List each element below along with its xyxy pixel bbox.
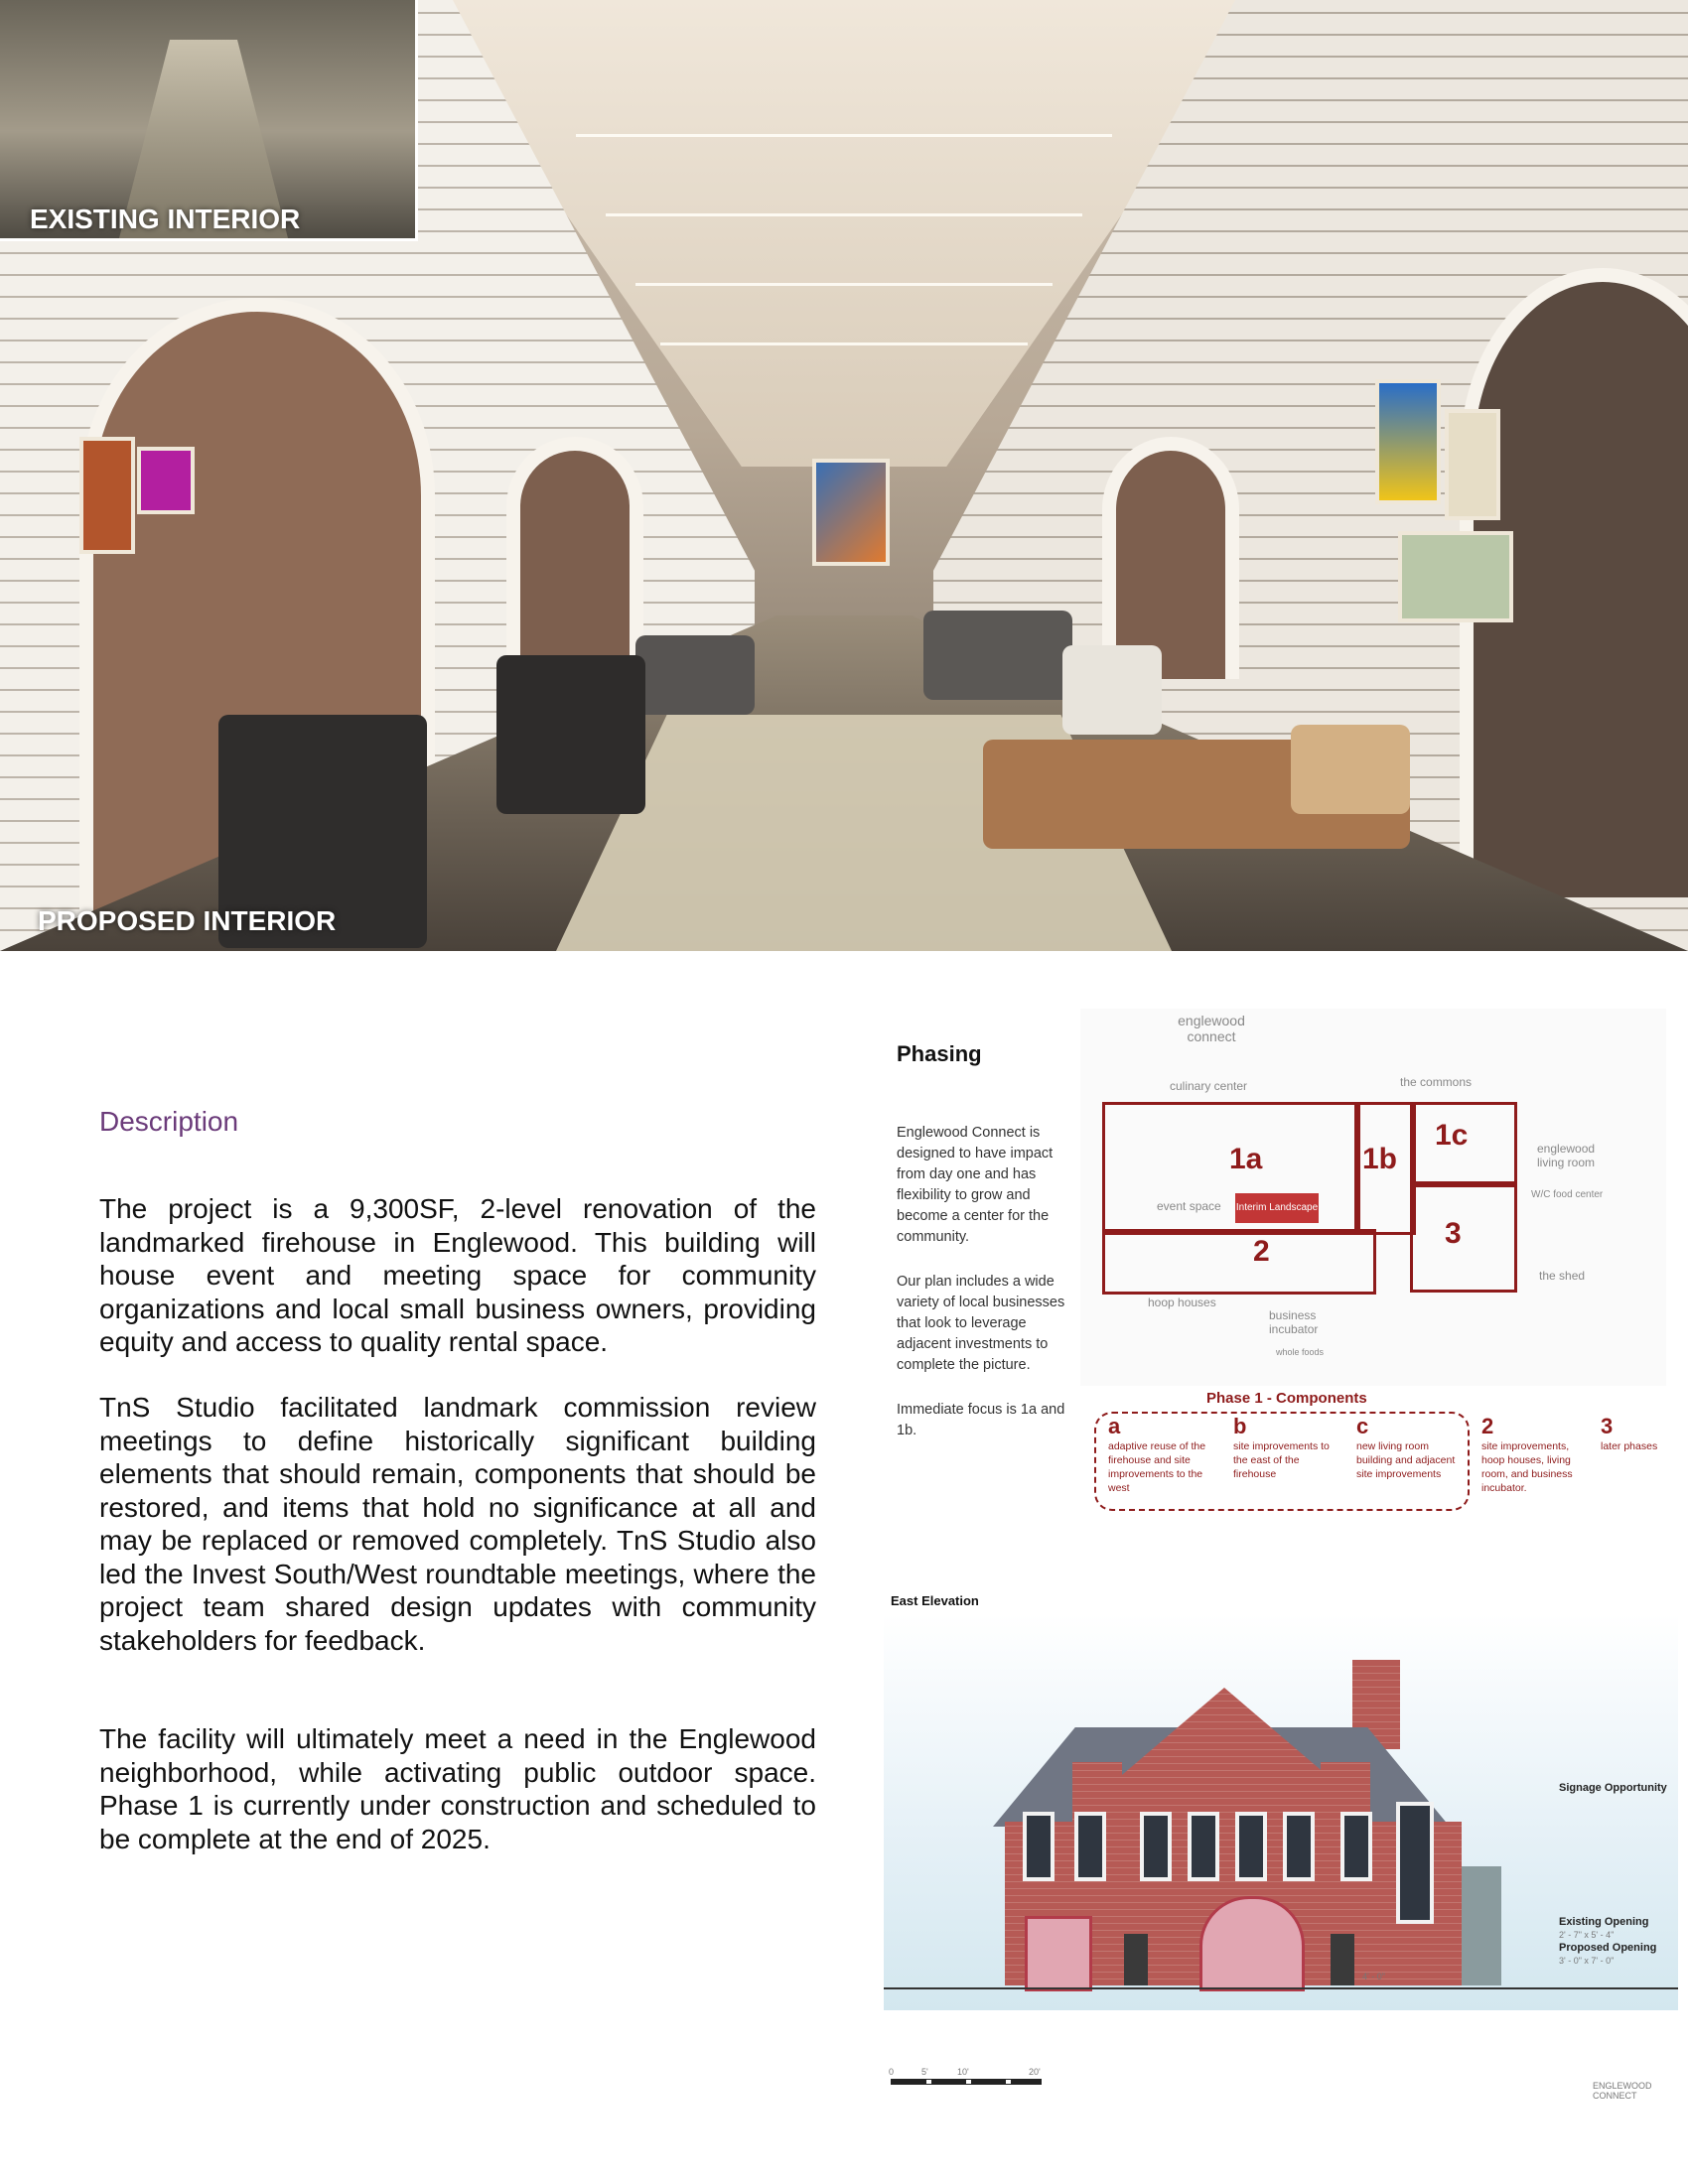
painting xyxy=(812,459,890,566)
map-label-culinary: culinary center xyxy=(1170,1079,1248,1093)
lounge-chair xyxy=(496,655,645,814)
sofa xyxy=(923,611,1072,700)
component-b xyxy=(1233,1414,1333,1481)
component-key: c xyxy=(1356,1414,1369,1438)
signage-opportunity-note: Signage Opportunity xyxy=(1559,1782,1667,1794)
component-a xyxy=(1108,1414,1217,1495)
phase-2-area xyxy=(1102,1229,1376,1295)
component-text: site improvements to the east of the firehouse xyxy=(1233,1440,1330,1480)
painting xyxy=(79,437,135,554)
interim-landscape: Interim Landscape xyxy=(1235,1193,1319,1223)
light-strip xyxy=(576,134,1112,137)
component-key: a xyxy=(1108,1414,1121,1438)
light-strip xyxy=(635,283,1053,286)
proposed-interior-rendering xyxy=(0,0,1688,951)
arch-right-small xyxy=(1102,437,1239,679)
grade-line xyxy=(884,1987,1678,1989)
phase-3-area xyxy=(1410,1181,1517,1293)
arched-bay-door xyxy=(1199,1896,1305,1991)
painting xyxy=(1445,409,1500,520)
sheet-footer: ENGLEWOOD CONNECT xyxy=(1593,2081,1652,2101)
arch-left-small xyxy=(506,437,643,669)
phasing-text-1: Englewood Connect is designed to have impact from day one and has flexibility to grow and become a center for the community. xyxy=(897,1125,1054,1245)
map-label-event: event space xyxy=(1157,1199,1221,1213)
window xyxy=(1340,1812,1372,1881)
component-text: later phases xyxy=(1601,1440,1658,1452)
cushion xyxy=(1291,725,1410,814)
component-c xyxy=(1356,1414,1456,1481)
bay-door xyxy=(1025,1916,1092,1991)
component-text: site improvements, hoop houses, living room, and business incubator. xyxy=(1481,1440,1573,1494)
map-label-living: englewood living room xyxy=(1537,1142,1596,1169)
window xyxy=(1188,1812,1219,1881)
component-2 xyxy=(1481,1414,1593,1495)
light-strip xyxy=(660,342,1028,345)
proposed-opening-note: Proposed Opening xyxy=(1559,1942,1657,1954)
painting xyxy=(1398,531,1513,622)
component-key: 2 xyxy=(1481,1414,1494,1438)
phasing-title: Phasing xyxy=(897,1041,982,1066)
patterned-pillow xyxy=(1062,645,1162,735)
window xyxy=(1283,1812,1315,1881)
window xyxy=(1023,1812,1055,1881)
description-paragraph-1: The project is a 9,300SF, 2-level renovation of the landmarked firehouse in Englewood. This building will house event and meeting space for community organizations and local small business owners, providing equity and access to quality rental space. xyxy=(99,1193,816,1357)
phase-label-2: 2 xyxy=(1253,1235,1270,1268)
door xyxy=(1331,1934,1354,1985)
component-3 xyxy=(1601,1414,1660,1453)
component-key: b xyxy=(1233,1414,1247,1438)
scale-tick: 0 xyxy=(889,2067,895,2077)
painting xyxy=(1375,379,1441,504)
components-title: Phase 1 - Components xyxy=(1206,1390,1367,1407)
map-label-top: englewood connect xyxy=(1178,1013,1245,1044)
light-strip xyxy=(606,213,1082,216)
map-label-hoop: hoop houses xyxy=(1148,1296,1216,1309)
phasing-text-2: Our plan includes a wide variety of local businesses that look to leverage adjacent investments to complete the picture. xyxy=(897,1274,1065,1373)
phase-label-1c: 1c xyxy=(1435,1119,1469,1152)
scale-tick: 5' xyxy=(921,2067,928,2077)
window xyxy=(1235,1812,1267,1881)
description-paragraph-3: The facility will ultimately meet a need in the Englewood neighborhood, while activating public outdoor space. Phase 1 is currently under construction and scheduled to be complete at the end of 2025. xyxy=(99,1723,816,1854)
phase-label-1a: 1a xyxy=(1229,1143,1263,1175)
existing-opening-note: Existing Opening xyxy=(1559,1916,1649,1928)
window xyxy=(1140,1812,1172,1881)
phase-label-3: 3 xyxy=(1445,1217,1462,1250)
description-paragraph-2: TnS Studio facilitated landmark commission review meetings to define historically significant building elements that should remain, components that should be restored, and items that hold no significance at all and may be replaced or removed completely. TnS Studio also led the Invest South/West roundtable meetings, where the project team shared design updates with community stakeholders for feedback. xyxy=(99,1392,816,1656)
component-text: adaptive reuse of the firehouse and site improvements to the west xyxy=(1108,1440,1206,1494)
phasing-text-3: Immediate focus is 1a and 1b. xyxy=(897,1402,1065,1438)
description-heading: Description xyxy=(99,1106,239,1137)
window xyxy=(1074,1812,1106,1881)
map-label-wc: W/C food center xyxy=(1531,1189,1604,1200)
existing-interior-label: EXISTING INTERIOR xyxy=(30,204,301,234)
scale-tick: 10' xyxy=(957,2067,969,2077)
door xyxy=(1124,1934,1148,1985)
tall-window xyxy=(1396,1802,1434,1924)
component-key: 3 xyxy=(1601,1414,1614,1438)
side-addition xyxy=(1462,1866,1501,1985)
phase-label-1b: 1b xyxy=(1362,1143,1398,1175)
map-label-commons: the commons xyxy=(1400,1075,1473,1089)
map-label-incubator: business incubator xyxy=(1269,1308,1319,1336)
map-label-whole: whole foods xyxy=(1276,1347,1325,1357)
map-label-shed: the shed xyxy=(1539,1269,1586,1283)
proposed-interior-label: PROPOSED INTERIOR xyxy=(38,905,337,936)
scale-tick: 20' xyxy=(1029,2067,1041,2077)
proposed-opening-dims: 3' - 0" x 7' - 0" xyxy=(1559,1956,1615,1966)
component-text: new living room building and adjacent site improvements xyxy=(1356,1440,1456,1480)
painting xyxy=(137,447,195,514)
existing-opening-dims: 2' - 7" x 5' - 4" xyxy=(1559,1930,1615,1940)
armchair xyxy=(635,635,755,715)
dimension-label: 4' - 0" xyxy=(1362,1972,1385,1981)
scale-bar xyxy=(891,2079,1042,2085)
east-elevation-title: East Elevation xyxy=(891,1593,979,1608)
